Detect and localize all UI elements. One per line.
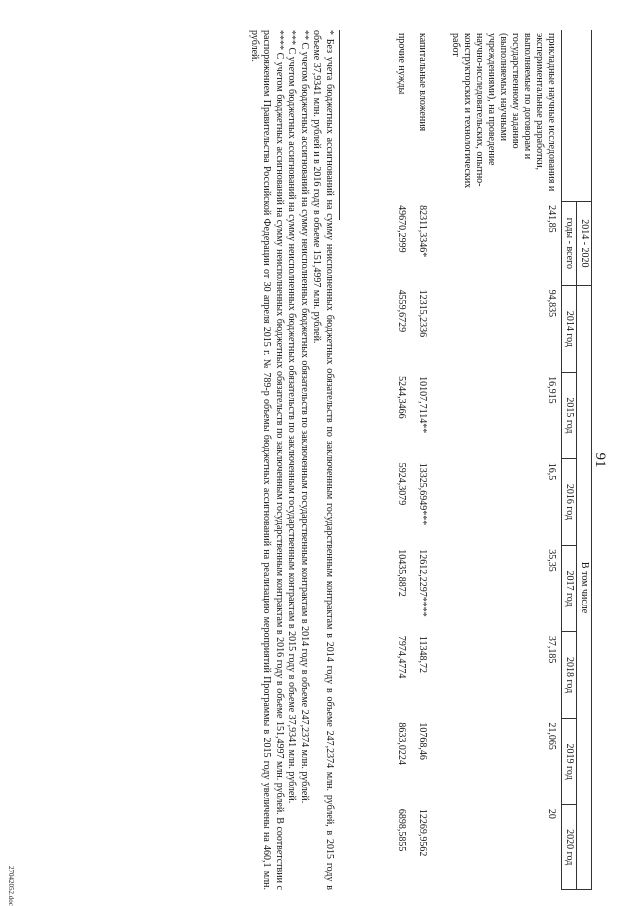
value-cell: 16,5 (546, 462, 557, 481)
rotated-page (50, 30, 610, 890)
value-cell: 12269,9562 (417, 808, 428, 857)
total-cell: 241,85 (546, 205, 557, 233)
row-label: прочие нужды (396, 33, 407, 95)
footnote: * Без учета бюджетных ассигнований на сумму неисполненных бюджетных обязательств по заключенным государственным контрактам в 2014 году в объеме 247,2374 млн. рублей, в 2015 году в объеме 37,9341 млн. рублей и в 2016 году в объеме 151,4997 млн. рублей. (311, 30, 335, 890)
year-header: 2015 год (562, 372, 577, 459)
value-cell: 20 (546, 808, 557, 819)
value-cell: 5244,3466 (396, 376, 407, 419)
footnote-divider (339, 30, 340, 220)
value-cell: 5924,3079 (396, 462, 407, 506)
year-header: 2017 год (562, 545, 577, 632)
value-cell: 37,185 (546, 635, 557, 664)
table-row (415, 30, 438, 890)
value-cell: 16,915 (546, 376, 557, 404)
value-cell: 10435,8872 (396, 549, 407, 597)
value-cell: 11348,72 (417, 635, 428, 673)
budget-table (394, 30, 592, 890)
value-cell: 12315,2336 (417, 289, 428, 338)
table-row (394, 30, 415, 890)
period-header-top: 2014 - 2020 (577, 201, 592, 286)
footnote: **** С учетом бюджетных ассигнований на сумму неисполненных бюджетных обязательств по заключенным государственным контрактам в 2016 году в объеме 151,4997 млн. рублей. В соответствии с распоряжением Правительства Российской Федерации от 30 апреля 2015 г. № 789-р объемы бюджетных ассигнований на реализацию мероприятий Программы в 2015 году увеличены на 460,1 млн. рублей. (249, 30, 285, 890)
value-cell: 10107,7114** (417, 376, 428, 434)
page-number: 91 (592, 452, 608, 468)
value-cell: 12612,2297**** (417, 549, 428, 617)
year-header: 2018 год (562, 632, 577, 719)
row-label: прикладные научные исследования и экспериментальные разработки, выполняемые по договорам и государственному заданию (выполняемых научными учреждениями), на проведение научно-исследовательских, опытно-конструкторских и технологических работ (450, 33, 557, 192)
year-header: 2014 год (562, 286, 577, 373)
total-cell: 49670,2999 (396, 205, 407, 253)
row-header-empty (562, 30, 592, 201)
value-cell: 6898,5855 (396, 808, 407, 852)
value-cell: 7974,4774 (396, 635, 407, 679)
year-header: 2016 год (562, 459, 577, 546)
footnote: *** С учетом бюджетных ассигнований на сумму неисполненных бюджетных обязательств по заключенным государственным контрактам в 2015 году в объеме 37,9341 млн. рублей. (286, 30, 298, 804)
value-cell: 8633,0224 (396, 722, 407, 765)
value-cell: 10768,46 (417, 722, 428, 760)
year-header: 2020 год (562, 805, 577, 890)
value-cell: 13325,6949*** (417, 462, 428, 526)
doc-id-wrapper (7, 866, 16, 906)
value-cell: 94,835 (546, 289, 557, 318)
doc-id: 27042052.doc (7, 866, 15, 906)
value-cell: 35,35 (546, 549, 557, 572)
year-header: 2019 год (562, 718, 577, 805)
table-row (438, 30, 562, 890)
footnotes (248, 30, 341, 890)
group-header: В том числе (577, 286, 592, 890)
period-header-bottom: годы - всего (562, 201, 577, 286)
total-cell: 82311,3346* (417, 205, 428, 258)
row-label: капитальные вложения (417, 33, 428, 132)
value-cell: 21,065 (546, 722, 557, 750)
value-cell: 4559,6729 (396, 289, 407, 333)
footnote: ** С учетом бюджетных ассигнований на сумму неисполненных бюджетных обязательств по заключенным государственным контрактам в 2014 году в объеме 247,2374 млн. рублей. (299, 30, 310, 804)
